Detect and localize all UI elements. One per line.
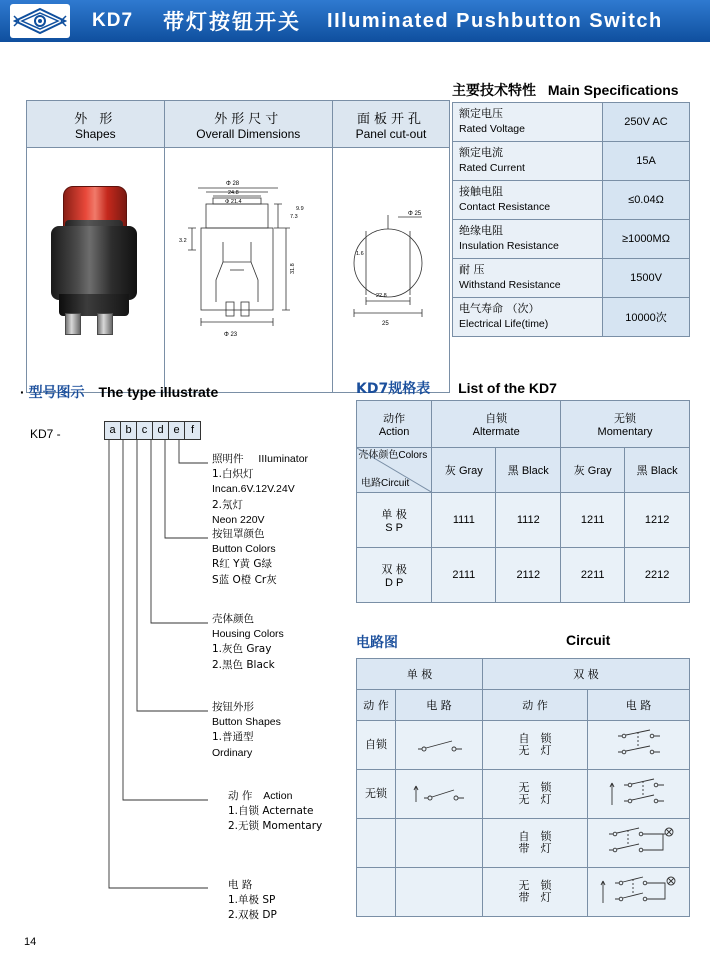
color-col-black-mom: 黑 Black (625, 448, 690, 493)
dp-momentary-lamp-icon (593, 871, 685, 911)
table-row (357, 493, 690, 548)
circuit-diagram-dp-momentary-nolamp (588, 770, 690, 819)
kd7-list-title: KD7规格表 List of the KD7 (356, 380, 557, 397)
panel-cutout-svg (336, 195, 446, 345)
switch-terminal (65, 313, 81, 335)
circuit-row-label-empty-1 (357, 819, 396, 868)
colors-label: 壳体颜色Colors (358, 450, 428, 461)
circuit-row-label-dp-alternate-lamp: 自 锁 带 灯 (483, 819, 588, 868)
table-row (357, 819, 690, 868)
sp-alternate-icon (404, 727, 474, 761)
model-code-cell: 2211 (561, 548, 625, 603)
circuit-row-label-dp-alternate-nolamp: 自 锁 无 灯 (483, 721, 588, 770)
table-row (453, 181, 690, 220)
spec-value: 15A (603, 142, 690, 181)
sp-momentary-icon (404, 776, 474, 810)
table-row (453, 103, 690, 142)
color-col-gray-mom: 灰 Gray (561, 448, 625, 493)
dimensions-col-header: 外形尺寸 Overall Dimensions (164, 101, 332, 148)
header-model-code: KD7 (92, 10, 134, 31)
circuit-sub-action-sp: 动 作 (357, 690, 396, 721)
switch-terminal (97, 313, 113, 335)
circuit-sub-action-dp: 动 作 (483, 690, 588, 721)
type-group-action: 动 作 Action 1.自锁 Acternate 2.无锁 Momentary (228, 790, 323, 833)
svg-text:22.8: 22.8 (375, 293, 387, 299)
cutout-col-header: 面板开孔 Panel cut-out (332, 101, 449, 148)
spec-label: 耐 压 Withstand Resistance (453, 259, 603, 298)
circuit-diagram-dp-alternate-lamp (588, 819, 690, 868)
action-momentary-header: 无锁 Momentary (561, 401, 690, 448)
code-box-f: f (184, 421, 201, 440)
dp-alternate-nolamp-icon (600, 726, 678, 762)
row-label-dp: 双 极 D P (357, 548, 432, 603)
colors-circuit-corner-cell (357, 448, 432, 493)
table-row (357, 868, 690, 917)
table-row (357, 690, 690, 721)
code-box-b: b (120, 421, 137, 440)
table-row (357, 770, 690, 819)
code-box-a: a (104, 421, 121, 440)
spec-label: 额定电流 Rated Current (453, 142, 603, 181)
circuit-diagram-empty-2 (396, 868, 483, 917)
model-code-cell: 1211 (561, 493, 625, 548)
table-row (357, 401, 690, 448)
circuit-row-label-sp-momentary: 无锁 (357, 770, 396, 819)
action-alternate-header: 自锁 Altermate (432, 401, 561, 448)
spec-label: 接触电阻 Contact Resistance (453, 181, 603, 220)
svg-text:24.8: 24.8 (228, 190, 239, 196)
page-number: 14 (24, 936, 37, 948)
svg-text:Φ 21.4: Φ 21.4 (225, 199, 242, 205)
shapes-table (26, 100, 450, 393)
action-header: 动作 Action (357, 401, 432, 448)
switch-body (51, 226, 137, 300)
model-code-cell: 1212 (625, 493, 690, 548)
circuit-diagram-sp-alternate (396, 721, 483, 770)
header-title-en: IIluminated Pushbutton Switch (327, 9, 663, 32)
main-specifications-table (452, 102, 690, 337)
dimension-drawing-svg (168, 170, 328, 370)
table-row (357, 548, 690, 603)
circuit-row-label-empty-2 (357, 868, 396, 917)
switch-photo-cell (27, 148, 165, 393)
table-row (357, 448, 690, 493)
diamond-eye-logo-icon (13, 7, 67, 35)
spec-value: 1500V (603, 259, 690, 298)
shapes-col-header: 外 形 Shapes (27, 101, 165, 148)
type-group-button-colors: 按钮罩颜色 Button Colors R红 Y黄 G绿 S蓝 O橙 Cr灰 (212, 528, 277, 586)
page-header (0, 0, 710, 42)
model-code-cell: 2112 (496, 548, 561, 603)
dimension-drawing (168, 170, 328, 370)
color-col-gray-alt: 灰 Gray (432, 448, 496, 493)
svg-text:Φ 28: Φ 28 (226, 181, 240, 187)
spec-label: 电气寿命 （次） Electrical Life(time) (453, 298, 603, 337)
circuit-title: 电路图 Circuit (356, 632, 611, 651)
code-box-c: c (136, 421, 153, 440)
table-row (357, 659, 690, 690)
type-group-circuit: 电 路 1.单极 SP 2.双极 DP (228, 879, 277, 922)
circuit-head-sp: 单 极 (357, 659, 483, 690)
spec-value: ≥1000MΩ (603, 220, 690, 259)
svg-text:3.2: 3.2 (179, 238, 187, 244)
model-code-cell: 2111 (432, 548, 496, 603)
type-group-button-shapes: 按钮外形 Button Shapes 1.普通型 Ordinary (212, 701, 281, 759)
svg-text:31.8: 31.8 (290, 263, 297, 274)
type-illustrate-title: · 型号图示 The type illustrate (20, 384, 219, 401)
svg-text:Φ 25: Φ 25 (407, 211, 422, 217)
svg-text:9.9: 9.9 (296, 206, 304, 212)
company-logo (10, 4, 70, 38)
circuit-diagram-empty-1 (396, 819, 483, 868)
type-group-illuminator: 照明件 IIIuminator 1.白炽灯 Incan.6V.12V.24V 2.氖灯 Neon 220V (212, 453, 309, 526)
dimension-drawing-cell (164, 148, 332, 393)
circuit-row-label-dp-momentary-lamp: 无 锁 带 灯 (483, 868, 588, 917)
table-row (357, 721, 690, 770)
circuit-label: 电路Circuit (361, 478, 410, 489)
dp-momentary-nolamp-icon (600, 775, 678, 811)
circuit-diagram-dp-alternate-nolamp (588, 721, 690, 770)
table-row (453, 259, 690, 298)
spec-value: 10000次 (603, 298, 690, 337)
table-row (453, 298, 690, 337)
row-label-sp: 单 极 S P (357, 493, 432, 548)
panel-cutout-cell (332, 148, 449, 393)
model-code-cell: 2212 (625, 548, 690, 603)
switch-photo (35, 180, 155, 360)
code-box-e: e (168, 421, 185, 440)
circuit-row-label-dp-momentary-nolamp: 无 锁 无 灯 (483, 770, 588, 819)
table-row (453, 220, 690, 259)
circuit-diagram-sp-momentary (396, 770, 483, 819)
dp-alternate-lamp-icon (593, 822, 685, 862)
main-specifications-title: 主要技术特性 Main Specifications (452, 82, 679, 99)
type-group-housing-colors: 壳体颜色 Housing Colors 1.灰色 Gray 2.黑色 Black (212, 613, 284, 671)
circuit-row-label-sp-alternate: 自锁 (357, 721, 396, 770)
model-code-cell: 1112 (496, 493, 561, 548)
svg-text:7.3: 7.3 (290, 214, 298, 220)
color-col-black-alt: 黑 Black (496, 448, 561, 493)
model-code-cell: 1111 (432, 493, 496, 548)
svg-text:25: 25 (381, 321, 389, 327)
code-box-d: d (152, 421, 169, 440)
svg-text:1.6: 1.6 (355, 251, 364, 257)
svg-text:Φ 23: Φ 23 (224, 332, 238, 338)
spec-label: 绝缘电阻 Insulation Resistance (453, 220, 603, 259)
header-title-cn: 带灯按钮开关 (163, 10, 302, 34)
spec-value: 250V AC (603, 103, 690, 142)
table-row (453, 142, 690, 181)
circuit-table (356, 658, 690, 917)
spec-value: ≤0.04Ω (603, 181, 690, 220)
circuit-head-dp: 双 极 (483, 659, 690, 690)
panel-cutout-drawing (336, 195, 446, 345)
spec-label: 额定电压 Rated Voltage (453, 103, 603, 142)
type-illustrate-diagram (20, 415, 350, 940)
circuit-diagram-dp-momentary-lamp (588, 868, 690, 917)
circuit-sub-circuit-sp: 电 路 (396, 690, 483, 721)
circuit-sub-circuit-dp: 电 路 (588, 690, 690, 721)
kd7-list-table (356, 400, 690, 603)
type-prefix: KD7 - (30, 427, 61, 441)
